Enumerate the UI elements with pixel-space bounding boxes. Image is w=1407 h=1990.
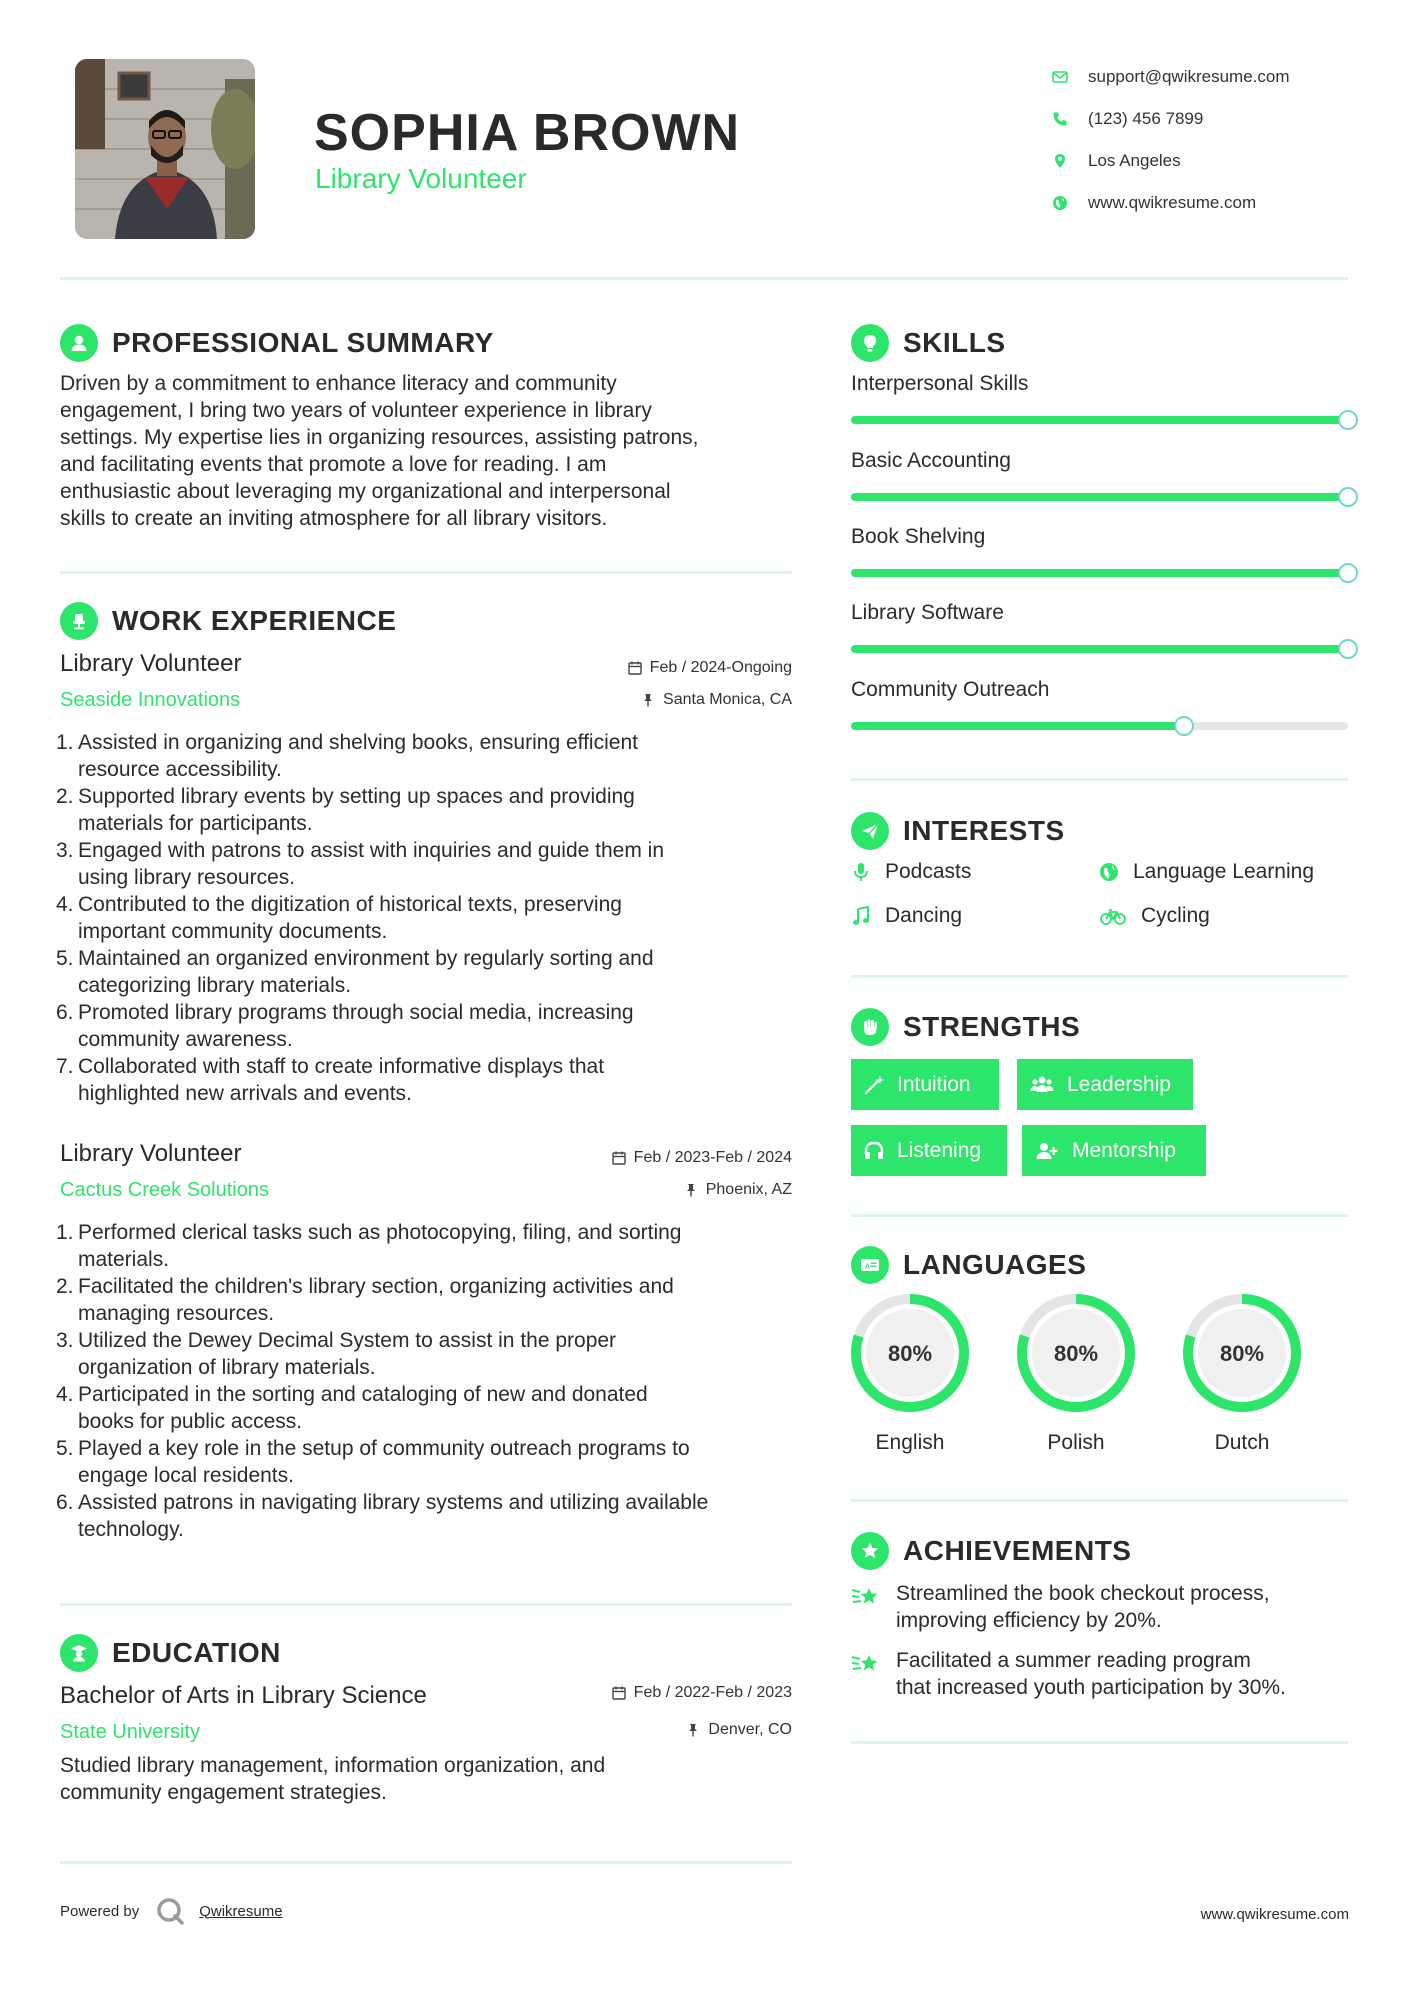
footer-branding [60,1896,283,1926]
achievements-title: ACHIEVEMENTS [903,1535,1132,1566]
languages-title: LANGUAGES [903,1249,1087,1280]
language-percent: 80% [887,1341,933,1366]
skill-bar-fill [851,722,1184,730]
globe-icon [1099,862,1119,882]
bicycle-icon [1099,906,1127,926]
graduate-icon [60,1634,98,1672]
summary-line: and facilitating events that promote a love for reading. I am [60,453,607,476]
calendar-icon [612,1151,626,1165]
job-date [612,1149,792,1167]
language-percent: 80% [1053,1341,1099,1366]
skill-bar-knob [1174,716,1194,736]
contact-location-text: Los Angeles [1088,151,1181,170]
pushpin-icon [686,1723,700,1737]
language-name: Polish [1047,1431,1105,1454]
language-ring [1014,1291,1138,1415]
summary-text [60,370,785,532]
list-item: 4. Participated in the sorting and cataloging of new and donated books for public access. [56,1383,648,1433]
skill-bar-fill [851,569,1348,577]
school-name: State University [60,1721,201,1743]
calendar-icon [612,1686,626,1700]
interest-item: Dancing [851,904,962,928]
globe-icon [1050,195,1088,211]
group-icon [1029,1074,1055,1096]
skill-bar [851,645,1348,653]
envelope-icon [1050,69,1088,85]
contact-website[interactable] [1050,182,1350,224]
list-item: 5. Maintained an organized environment by regularly sorting and categorizing library materials. [56,947,654,997]
job-bullet-list [56,729,780,1107]
education-location-text: Denver, CO [708,1721,792,1738]
list-item: 3. Engaged with patrons to assist with inquiries and guide them in using library resources. [56,839,665,889]
experience-heading [60,602,396,640]
interests-title: INTERESTS [903,815,1065,846]
job-title: Library Volunteer [60,1140,242,1167]
user-icon [60,324,98,362]
education-date-text: Feb / 2022-Feb / 2023 [633,1684,792,1701]
education-date [612,1684,792,1702]
summary-title: PROFESSIONAL SUMMARY [112,327,494,358]
skill-bar [851,722,1348,730]
summary-line: engagement, I bring two years of volunteer experience in library [60,399,652,422]
language-item [1180,1291,1304,1455]
star-badge-icon [851,1532,889,1570]
phone-icon [1050,111,1088,127]
language-percent: 80% [1219,1341,1265,1366]
list-item: 5. Played a key role in the setup of community outreach programs to engage local residents. [56,1437,690,1487]
strength-badge: Listening [851,1125,1007,1176]
strength-badge: Intuition [851,1059,999,1110]
education-description: Studied library management, information organization, and community engagement strategies. [60,1754,606,1804]
section-divider [60,571,792,574]
achievement-item: Facilitated a summer reading program that increased youth participation by 30%. [851,1647,1351,1701]
interests-heading [851,812,1065,850]
job-date-text: Feb / 2023-Feb / 2024 [633,1149,792,1166]
contact-phone[interactable] [1050,98,1350,140]
job-company: Cactus Creek Solutions [60,1179,269,1201]
contact-phone-text: (123) 456 7899 [1088,109,1204,128]
list-item: 4. Contributed to the digitization of historical texts, preserving important community documents. [56,893,622,943]
job-title: Library Volunteer [60,650,242,677]
list-item: 1. Assisted in organizing and shelving books, ensuring efficient resource accessibility. [56,731,638,781]
language-name: English [875,1431,945,1454]
summary-line: settings. My expertise lies in organizing resources, assisting patrons, [60,426,699,449]
calendar-icon [628,661,642,675]
skill-name: Interpersonal Skills [851,372,1029,395]
raised-fist-icon [851,1008,889,1046]
shooting-star-icon [851,1647,896,1701]
list-item: 2. Supported library events by setting up spaces and providing materials for participants. [56,785,635,835]
job-company: Seaside Innovations [60,689,241,711]
list-item: 6. Assisted patrons in navigating library systems and utilizing available technology. [56,1491,709,1541]
section-divider [60,1603,792,1606]
paper-plane-icon [851,812,889,850]
language-ring [848,1291,972,1415]
education-heading [60,1634,281,1672]
microphone-icon [851,862,871,882]
education-title: EDUCATION [112,1637,281,1668]
skill-name: Book Shelving [851,525,986,548]
magic-wand-icon [863,1074,885,1096]
achievement-item: Streamlined the book checkout process, improving efficiency by 20%. [851,1580,1351,1634]
skill-bar-knob [1338,410,1358,430]
interest-item: Language Learning [1099,860,1314,884]
job-location-text: Phoenix, AZ [705,1181,792,1198]
contact-email-text: support@qwikresume.com [1088,67,1290,86]
interest-item: Podcasts [851,860,971,884]
languages-heading [851,1246,1086,1284]
interest-item: Cycling [1099,904,1210,928]
pushpin-icon [684,1183,698,1197]
skill-bar-fill [851,493,1348,501]
job-bullet-list [56,1219,795,1543]
skill-name: Community Outreach [851,678,1050,701]
contact-list [1050,56,1350,224]
strengths-heading [851,1008,1080,1046]
header-divider [60,277,1348,280]
avatar [75,59,255,239]
skill-bar-fill [851,645,1348,653]
summary-line: skills to create an inviting atmosphere for all library visitors. [60,507,608,530]
section-divider [851,778,1348,781]
qwikresume-logo-icon [155,1896,185,1926]
strength-badge: Mentorship [1022,1125,1206,1176]
degree-title: Bachelor of Arts in Library Science [60,1682,427,1709]
language-ring [1180,1291,1304,1415]
job-location-text: Santa Monica, CA [663,691,792,708]
contact-location [1050,140,1350,182]
language-item [848,1291,972,1455]
language-card-icon [851,1246,889,1284]
user-plus-icon [1034,1140,1060,1162]
section-divider [60,1861,792,1864]
strengths-title: STRENGTHS [903,1011,1081,1042]
map-pin-icon [1050,153,1088,169]
lightbulb-icon [851,324,889,362]
footer-website[interactable]: www.qwikresume.com [1200,1906,1349,1923]
experience-title: WORK EXPERIENCE [112,605,397,636]
skill-bar-knob [1338,563,1358,583]
skills-title: SKILLS [903,327,1006,358]
job-location [684,1181,792,1199]
skill-name: Basic Accounting [851,449,1011,472]
achievements-heading [851,1532,1131,1570]
skill-bar-knob [1338,639,1358,659]
chair-icon [60,602,98,640]
headphones-icon [863,1140,885,1162]
list-item: 7. Collaborated with staff to create informative displays that highlighted new arrivals and events. [56,1055,605,1105]
list-item: 2. Facilitated the children's library section, organizing activities and managing resources. [56,1275,674,1325]
candidate-role: Library Volunteer [315,163,527,194]
section-divider [851,1499,1348,1502]
contact-website-text: www.qwikresume.com [1088,193,1257,212]
education-location [686,1721,792,1739]
job-location [641,691,792,709]
job-date-text: Feb / 2024-Ongoing [649,659,792,676]
skills-heading [851,324,1006,362]
list-item: 1. Performed clerical tasks such as photocopying, filing, and sorting materials. [56,1221,682,1271]
skill-bar [851,493,1348,501]
job-date [628,659,792,677]
summary-line: enthusiastic about leveraging my organizational and interpersonal [60,480,671,503]
candidate-name: SOPHIA BROWN [314,104,741,162]
svg-text:A: A [865,1263,871,1271]
summary-heading [60,324,494,362]
qwikresume-link[interactable]: Qwikresume [199,1902,283,1920]
skill-bar [851,416,1348,424]
summary-line: Driven by a commitment to enhance literacy and community [60,372,617,395]
contact-email[interactable] [1050,56,1350,98]
skill-name: Library Software [851,601,1004,624]
pushpin-icon [641,693,655,707]
language-item [1014,1291,1138,1455]
list-item: 6. Promoted library programs through social media, increasing community awareness. [56,1001,634,1051]
list-item: 3. Utilized the Dewey Decimal System to assist in the proper organization of library materials. [56,1329,617,1379]
section-divider [851,1214,1348,1217]
skill-bar-fill [851,416,1348,424]
strength-badge: Leadership [1017,1059,1193,1110]
section-divider [851,975,1348,978]
shooting-star-icon [851,1580,896,1634]
powered-by-label: Powered by [60,1902,140,1920]
section-divider [851,1741,1348,1744]
skill-bar [851,569,1348,577]
skill-bar-knob [1338,487,1358,507]
music-note-icon [851,906,871,926]
language-name: Dutch [1214,1431,1270,1454]
